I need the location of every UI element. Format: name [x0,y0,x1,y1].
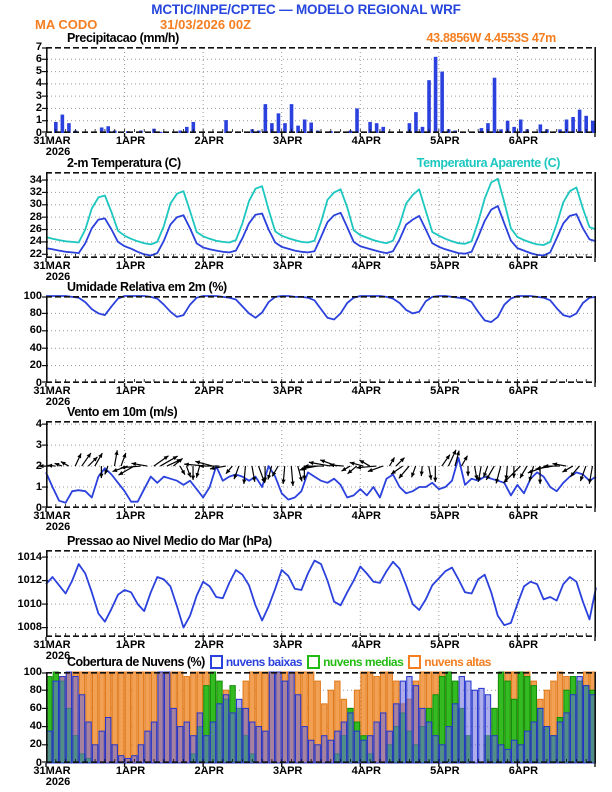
cloud-bar [223,695,228,763]
x-tick-label: 4APR [351,260,381,272]
cloud-bar [433,736,438,763]
wind-arrow-head [131,462,136,466]
y-tick-label: 40 [29,341,42,354]
y-tick-label: 1010 [17,597,42,610]
y-tick-label: 34 [29,173,42,186]
x-tick-label: 2APR [194,260,224,272]
cloud-bar [132,672,137,763]
temp-chart [46,172,596,258]
series-line [46,296,596,322]
wind-arrow-head [291,481,295,486]
cloud-bar [243,708,248,763]
cloud-bar [498,745,503,763]
x-tick-label: 1APR [115,765,146,777]
wind-arrow-head [184,462,189,466]
clouds-title-row [67,655,491,669]
cloud-bar [446,727,451,763]
y-tick-label: 1014 [17,550,42,563]
precip-bar [277,113,281,133]
cloud-bar [472,690,477,763]
y-tick-label: 0 [35,376,42,389]
nuvens-altas-swatch-icon [408,655,421,669]
wind-arrow-head [309,461,314,465]
cloud-bar [250,722,255,763]
precip-bar [493,78,497,133]
cloud-bar [106,718,111,764]
cloud-bar [381,713,386,763]
cloud-bar [354,731,359,763]
cloud-bar [191,736,196,763]
x-tick-label: 5APR [430,765,460,777]
x-tick-label: 31MAR [33,765,71,777]
x-tick-label: 5APR [430,135,460,147]
cloud-bar [407,677,412,763]
x-tick-label: 6APR [508,385,539,397]
cloud-bar [564,713,569,763]
y-tick-label: 30 [29,198,42,211]
y-tick-label: 100 [23,665,42,678]
y-tick-label: 26 [29,223,42,236]
station-label: MA CODO [35,17,98,32]
precip-bar [571,117,575,133]
precip-bar [290,104,294,133]
y-tick-label: 100 [23,289,42,302]
wind-arrow-head [391,470,396,474]
y-tick-label: 4 [35,417,42,430]
x-tick-label: 31MAR [33,260,71,272]
pressure-chart [46,550,596,637]
x-tick-label: 1APR [115,385,146,397]
cloud-bar [394,704,399,763]
cloud-bar [269,672,274,763]
precip-bar [427,80,431,133]
y-tick-label: 60 [29,324,42,337]
precip-bar [264,104,268,133]
nuvens-baixas-swatch-icon [210,655,223,669]
x-tick-label: 1APR [115,260,146,272]
x-tick-label: 6APR [508,765,539,777]
cloud-bar [551,736,556,763]
cloud-bar [99,731,104,763]
cloud-bar [53,681,58,763]
cloud-bar [256,727,261,763]
wind-arrow-head [420,471,424,476]
x-tick-label: 3APR [273,765,303,777]
x-tick-label: 3APR [273,135,303,147]
nuvens-medias-swatch-icon [307,655,320,669]
cloud-bar [420,708,425,763]
wind-arrow-head [433,478,437,483]
humidity-title: Umidade Relativa em 2m (%) [67,280,227,294]
x-tick-label: 2APR [194,765,224,777]
y-tick-label: 3 [35,89,42,102]
y-tick-label: 7 [35,40,42,53]
cloud-bar [485,695,490,763]
y-tick-label: 2 [35,101,42,114]
wind-arrow-head [191,476,195,481]
wind-arrow-head [411,472,415,477]
precip-bar [591,121,595,133]
y-tick-label: 1 [35,480,42,493]
x-tick-label: 1APR [115,639,146,651]
wind-chart [46,421,596,508]
cloud-bar [236,699,241,763]
x-axis-year-label: 2026 [45,271,71,283]
x-tick-label: 4APR [351,135,381,147]
wind-arrow-head [580,476,584,481]
wind-arrow-head [320,459,325,463]
y-tick-label: 3 [35,438,42,451]
cloud-bar [400,681,405,763]
wind-arrow-head [48,464,53,468]
precip-bar [421,127,425,133]
x-tick-label: 5APR [430,260,460,272]
cloud-bar [544,727,549,763]
cloud-bar [367,736,372,763]
cloud-bar [322,736,327,763]
clouds-title: Cobertura de Nuvens (%) [67,655,205,669]
x-tick-label: 6APR [508,260,539,272]
x-tick-label: 2APR [194,135,224,147]
y-tick-label: 24 [29,235,42,248]
cloud-bar [426,722,431,763]
x-tick-label: 3APR [273,639,303,651]
y-tick-label: 0 [35,126,42,139]
cloud-bar [518,745,523,763]
cloud-bar [413,686,418,763]
precipitation-title: Precipitacao (mm/h) [67,31,179,45]
cloud-bar [459,677,464,763]
cloud-bar [557,722,562,763]
x-tick-label: 3APR [273,260,303,272]
humidity-chart [46,296,596,383]
y-tick-label: 4 [35,77,42,90]
legend-nuvens-altas-label: nuvens altas [424,655,491,669]
y-tick-label: 6 [35,52,42,65]
wind-arrow-head [164,456,169,460]
cloud-bar [230,713,235,763]
y-tick-label: 0 [35,756,42,769]
precip-bar [61,115,65,133]
x-tick-label: 2APR [194,385,224,397]
cloud-bar [387,731,392,763]
temperature-title: 2-m Temperatura (C) [67,156,181,170]
wind-arrow-head [538,480,542,485]
wind-arrow-head [199,464,204,468]
cloud-bar [348,713,353,763]
cloud-bar [531,722,536,763]
x-tick-label: 6APR [508,639,539,651]
x-tick-label: 4APR [351,765,381,777]
y-tick-label: 80 [29,306,42,319]
wind-arrow-head [588,479,592,484]
cloud-bar [511,740,516,763]
wind-arrow-head [368,468,373,472]
precip-bar [224,120,228,133]
x-tick-label: 31MAR [33,385,71,397]
y-tick-label: 20 [29,738,42,751]
cloud-bar [158,672,163,763]
cloud-bar [184,722,189,763]
x-tick-label: 3APR [273,385,303,397]
cloud-bar [361,740,366,763]
cloud-bar [178,727,183,763]
wind-arrow-head [113,468,118,472]
cloud-bar [263,731,268,763]
cloud-bar [125,672,130,763]
precip-bar [303,119,307,133]
x-tick-label: 31MAR [33,510,71,522]
x-axis-year-label: 2026 [45,776,71,788]
y-tick-label: 1012 [17,574,42,587]
cloud-bar [164,672,169,763]
x-axis-year-label: 2026 [45,650,71,662]
cloud-bar [210,722,215,763]
cloud-bar [374,722,379,763]
x-axis-year-label: 2026 [45,396,71,408]
cloud-bar [315,745,320,763]
series-line [46,561,596,628]
legend-nuvens-baixas-label: nuvens baixas [225,655,303,669]
page-title: MCTIC/INPE/CPTEC — MODELO REGIONAL WRF [151,2,461,17]
wind-title: Vento em 10m (m/s) [67,405,178,419]
y-tick-label: 1008 [17,621,42,634]
x-tick-label: 1APR [115,510,146,522]
x-tick-label: 5APR [430,639,460,651]
x-tick-label: 6APR [508,510,539,522]
cloud-bar [492,736,497,763]
cloud-bar [276,672,281,763]
precip-bar [578,110,582,133]
wind-arrow-head [446,455,450,460]
cloud-bar [335,731,340,763]
x-axis-year-label: 2026 [45,521,71,533]
location-label: 43.8856W 4.4553S 47m [426,31,556,45]
cloud-bar [217,704,222,763]
legend-nuvens-baixas [210,655,302,669]
legend-nuvens-medias [307,655,403,669]
precip-bar [440,72,444,133]
run-datetime-label: 31/03/2026 00Z [160,17,252,32]
cloud-bar [584,686,589,763]
y-tick-label: 0 [35,501,42,514]
cloud-bar [60,677,65,763]
apparent-temperature-legend: Temperatura Aparente (C) [416,156,560,170]
cloud-bar [66,672,71,763]
y-tick-label: 20 [29,359,42,372]
precip-bar [355,108,359,133]
legend-nuvens-medias-label: nuvens medias [323,655,404,669]
cloud-bar [577,677,582,763]
cloud-bar [570,695,575,763]
wind-arrow-head [428,475,432,480]
y-tick-label: 40 [29,720,42,733]
x-tick-label: 5APR [430,510,460,522]
legend-nuvens-altas [408,655,491,669]
x-tick-label: 1APR [115,135,146,147]
x-tick-label: 4APR [351,385,381,397]
cloud-bar [79,695,84,763]
cloud-bar [204,736,209,763]
cloud-bar [171,708,176,763]
x-tick-label: 3APR [273,510,303,522]
cloud-bar [302,727,307,763]
y-tick-label: 22 [29,247,42,260]
y-tick-label: 28 [29,210,42,223]
cloud-bar [138,745,143,763]
y-tick-label: 5 [35,65,42,78]
wind-arrow-head [114,450,118,455]
cloud-bar [197,713,202,763]
x-tick-label: 2APR [194,639,224,651]
cloud-bar [341,722,346,763]
x-tick-label: 4APR [351,639,381,651]
x-tick-label: 6APR [508,135,539,147]
wind-arrow-head [187,472,191,477]
precip-chart [46,47,596,133]
x-tick-label: 2APR [194,510,224,522]
precip-bar [414,112,418,133]
cloud-bar [538,708,543,763]
y-tick-label: 2 [35,459,42,472]
y-tick-label: 60 [29,701,42,714]
cloud-bar [289,672,294,763]
wind-arrow-head [356,465,361,469]
cloud-bar [295,695,300,763]
wind-arrow-head [122,453,126,458]
precip-bar [434,57,438,133]
cloud-bar [119,672,124,763]
x-tick-label: 4APR [351,510,381,522]
cloud-bar [453,704,458,763]
cloud-bar [73,677,78,763]
x-axis-year-label: 2026 [45,146,71,158]
y-tick-label: 80 [29,683,42,696]
x-tick-label: 31MAR [33,639,71,651]
x-tick-label: 5APR [430,385,460,397]
cloud-bar [479,688,484,763]
y-tick-label: 1 [35,114,42,127]
precip-bar [519,119,523,133]
cloud-bar [282,681,287,763]
wind-arrow-head [281,479,285,484]
wind-arrow-head [466,472,470,477]
cloud-bar [145,731,150,763]
cloud-bar [86,722,91,763]
y-tick-label: 32 [29,185,42,198]
wind-arrow-head [242,479,246,484]
clouds-chart [46,672,596,763]
pressure-title: Pressao ao Nivel Medio do Mar (hPa) [67,534,272,548]
x-tick-label: 31MAR [33,135,71,147]
cloud-bar [466,681,471,763]
cloud-bar [525,731,530,763]
cloud-bar [151,722,156,763]
cloud-bar [439,745,444,763]
wind-arrow-head [87,453,91,458]
